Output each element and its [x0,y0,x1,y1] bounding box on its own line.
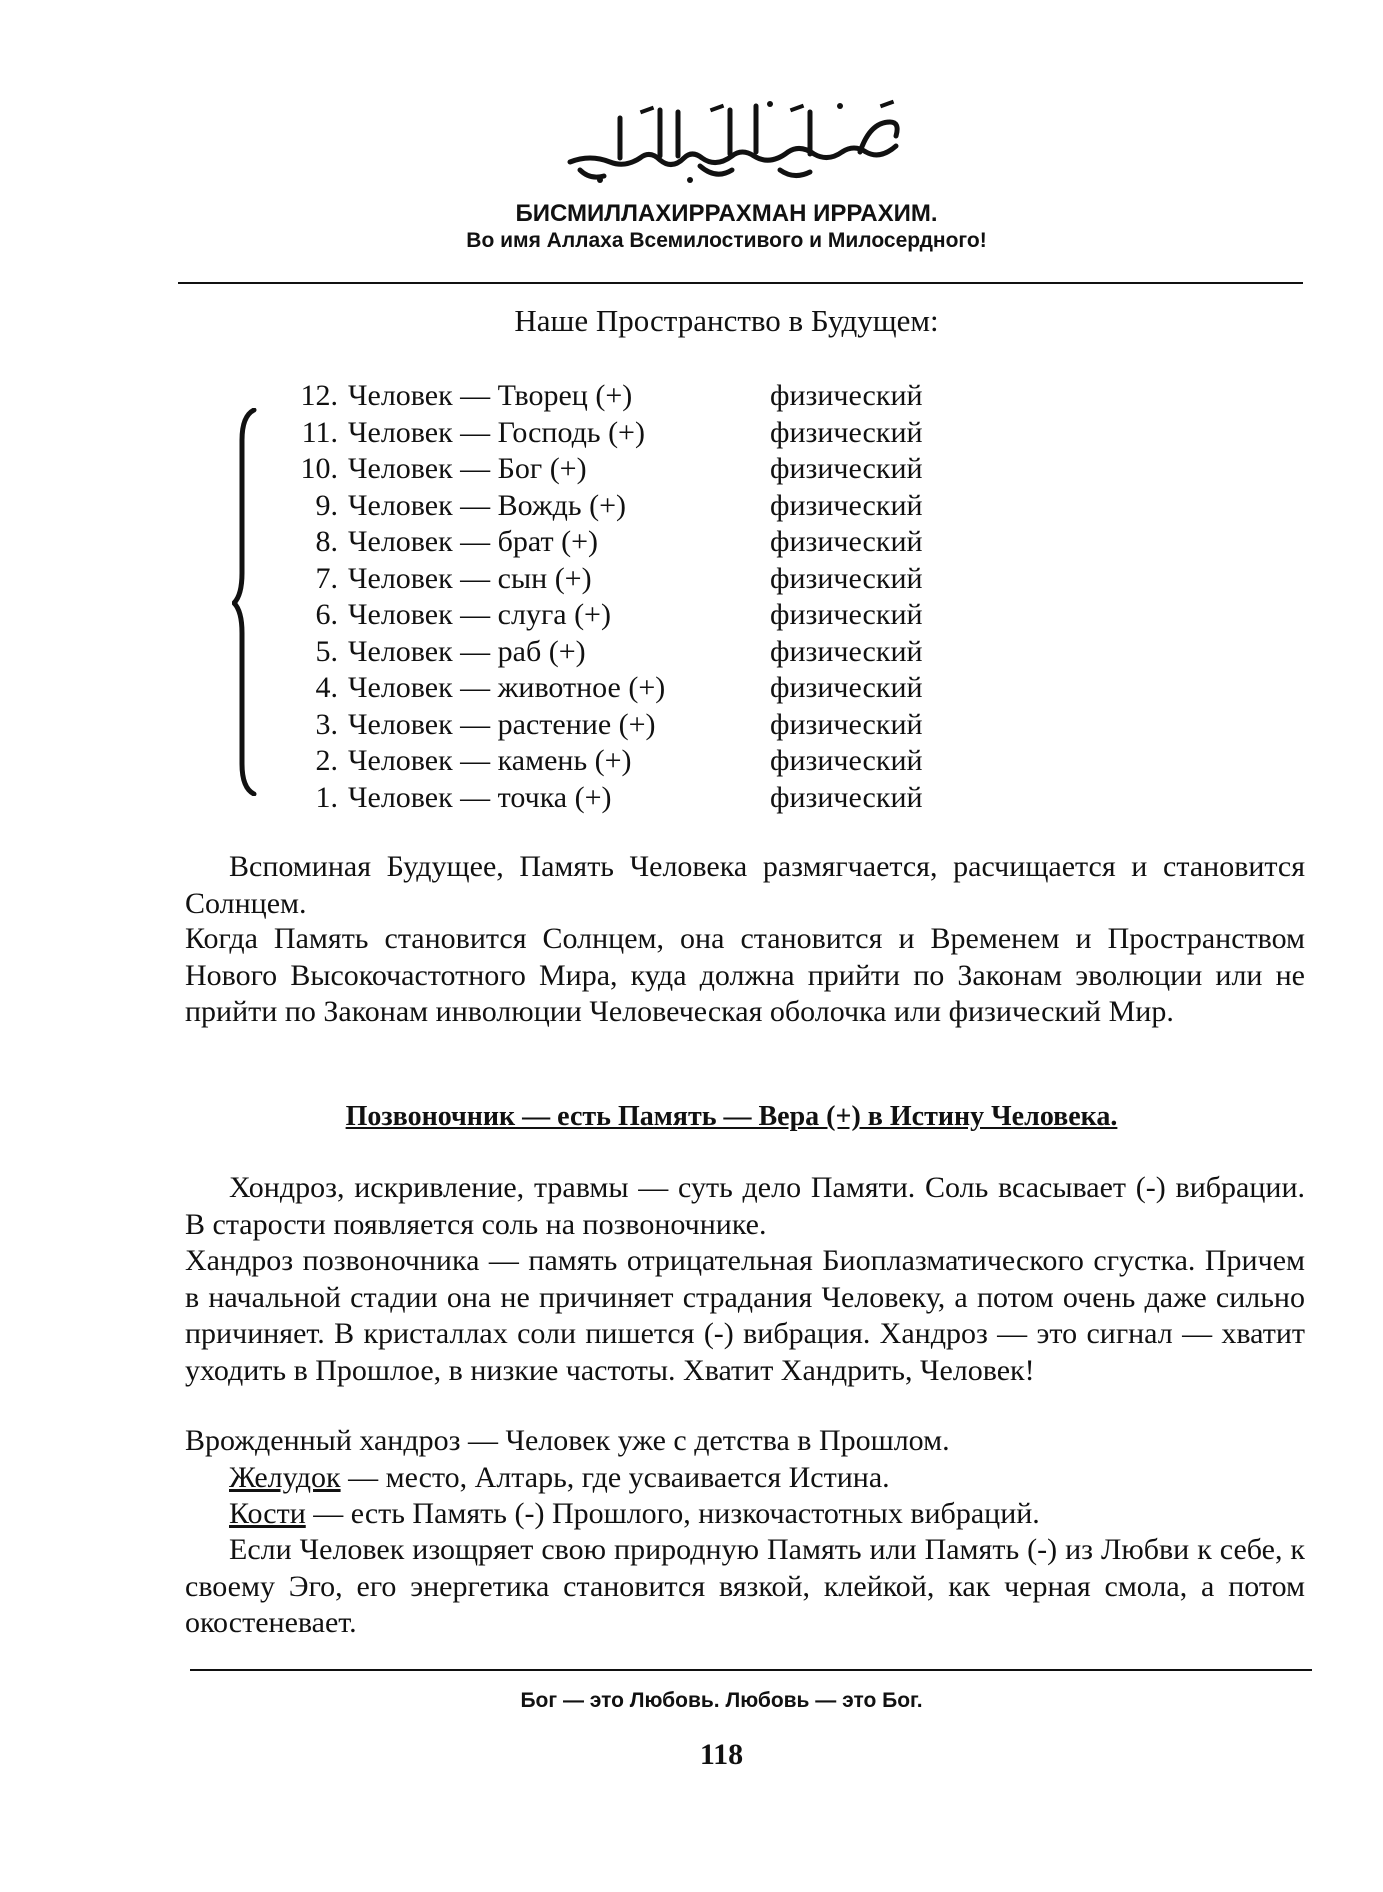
paragraph: Кости — есть Память (-) Прошлого, низкочастотных вибраций. [229,1497,1040,1530]
paragraph: Желудок — место, Алтарь, где усваивается Истина. [229,1461,890,1494]
list-item: 9. Человек — Вождь (+) физический [315,488,923,522]
list-item: 12. Человек — Творец (+) физический [300,379,923,412]
list-item: 11. Человек — Господь (+) физический [301,415,923,449]
list-item: 5. Человек — раб (+) физический [315,634,923,668]
footer-quote: Бог — это Любовь. Любовь — это Бог. [520,1689,923,1712]
paragraph: Когда Память становится Солнцем, она становится и Временем и Пространством Нового Высокочастотного Мира, куда должна прийти по Законам эволюции или не прийти по Законам инволюции Человеческая оболочка или физический Мир. [185,922,1305,1028]
list-item: 6. Человек — слуга (+) физический [315,598,923,631]
list-item: 7. Человек — сын (+) физический [315,561,923,595]
paragraph: Хандроз позвоночника — память отрицательная Биоплазматического сгустка. Причем в начальной стадии она не причиняет страдания Человеку, а потом очень даже сильно причиняет. В кристаллах соли пишется (-) вибрация. Хандроз — это сигнал — хватит уходить в Прошлое, в низкие частоты. Хватит Хандрить, Человек! [185,1244,1305,1387]
underlined-term: Кости [229,1497,306,1530]
list-item: 2. Человек — камень (+) физический [315,744,923,777]
footer-divider [190,1669,1312,1671]
paragraph: Врожденный хандроз — Человек уже с детства в Прошлом. [185,1424,950,1457]
header-divider [178,282,1303,284]
list-brace [232,408,262,796]
bismillah-calligraphy [560,92,920,192]
paragraph: Если Человек изощряет свою природную Память или Память (-) из Любви к себе, к своему Эго, его энергетика становится вязкой, клейкой, как черная смола, а потом окостеневает. [185,1533,1305,1639]
list-item: 3. Человек — растение (+) физический [315,707,923,741]
list-item: 4. Человек — животное (+) физический [315,671,923,704]
list-item: 8. Человек — брат (+) физический [315,525,923,558]
paragraph: Вспоминая Будущее, Память Человека размягчается, расчищается и становится Солнцем. [185,850,1305,920]
list-item: 1. Человек — точка (+) физический [315,780,923,814]
header-subtitle: Во имя Аллаха Всемилостивого и Милосердного! [466,229,987,252]
header-title: БИСМИЛЛАХИРРАХМАН ИРРАХИМ. [515,200,938,227]
page-number: 118 [699,1738,744,1771]
underlined-term: Желудок [229,1461,341,1494]
levels-list [282,378,923,816]
list-item: 10. Человек — Бог (+) физический [300,452,923,485]
section-title: Наше Пространство в Будущем: [514,303,939,338]
paragraph: Хондроз, искривление, травмы — суть дело Памяти. Соль всасывает (-) вибрации. В старости появляется соль на позвоночнике. [185,1171,1305,1241]
subheading: Позвоночник — есть Память — Вера (+) в Истину Человека. [345,1101,1118,1132]
